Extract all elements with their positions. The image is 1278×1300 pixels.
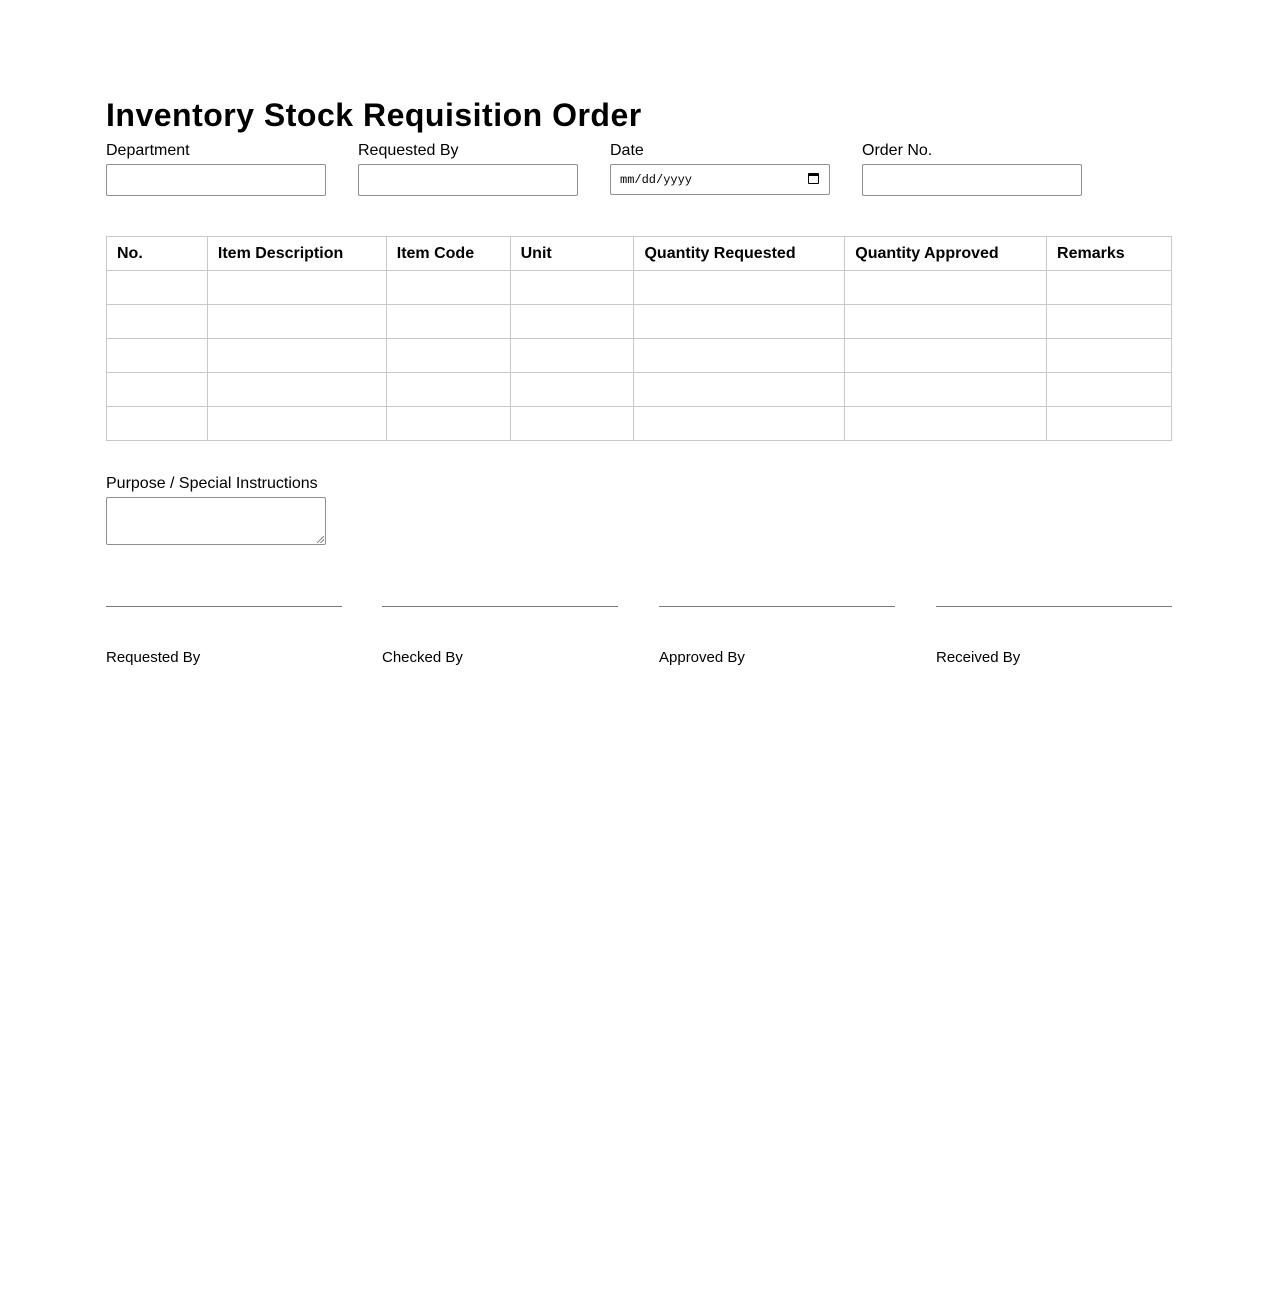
column-header-quantity-requested: Quantity Requested (634, 237, 845, 271)
requested-by-label: Requested By (358, 142, 459, 159)
column-header-item-description: Item Description (207, 237, 386, 271)
table-header-row (107, 237, 1172, 271)
table-cell[interactable] (207, 305, 386, 339)
column-header-item-code: Item Code (386, 237, 510, 271)
table-cell[interactable] (634, 271, 845, 305)
table-cell[interactable] (207, 373, 386, 407)
column-header-quantity-approved: Quantity Approved (845, 237, 1047, 271)
items-table (106, 236, 1172, 441)
column-header-remarks: Remarks (1047, 237, 1172, 271)
signature-label-requested-by: Requested By (106, 649, 201, 666)
requested-by-input[interactable] (358, 164, 578, 196)
table-cell[interactable] (107, 339, 208, 373)
order-no-input[interactable] (862, 164, 1082, 196)
table-cell[interactable] (634, 373, 845, 407)
table-cell[interactable] (845, 271, 1047, 305)
table-row (107, 305, 1172, 339)
table-cell[interactable] (510, 373, 634, 407)
table-cell[interactable] (1047, 407, 1172, 441)
table-cell[interactable] (107, 271, 208, 305)
table-cell[interactable] (510, 305, 634, 339)
table-cell[interactable] (107, 373, 208, 407)
table-cell[interactable] (634, 407, 845, 441)
table-cell[interactable] (386, 305, 510, 339)
table-cell[interactable] (845, 305, 1047, 339)
date-placeholder: mm/dd/yyyy (620, 173, 693, 187)
table-cell[interactable] (510, 339, 634, 373)
table-cell[interactable] (107, 305, 208, 339)
column-header-unit: Unit (510, 237, 634, 271)
signature-label-checked-by: Checked By (382, 649, 463, 666)
table-row (107, 407, 1172, 441)
table-cell[interactable] (845, 407, 1047, 441)
date-input[interactable] (610, 164, 830, 195)
resize-grip-icon[interactable] (317, 536, 324, 543)
purpose-textarea[interactable] (106, 497, 326, 545)
table-cell[interactable] (207, 271, 386, 305)
signature-line-received-by (936, 606, 1172, 607)
table-cell[interactable] (845, 373, 1047, 407)
purpose-label: Purpose / Special Instructions (106, 475, 318, 492)
order-no-label: Order No. (862, 142, 933, 159)
table-row (107, 271, 1172, 305)
signature-label-approved-by: Approved By (659, 649, 745, 666)
table-cell[interactable] (510, 271, 634, 305)
table-cell[interactable] (1047, 305, 1172, 339)
signature-label-received-by: Received By (936, 649, 1021, 666)
table-cell[interactable] (510, 407, 634, 441)
department-label: Department (106, 142, 190, 159)
table-cell[interactable] (386, 339, 510, 373)
table-cell[interactable] (1047, 271, 1172, 305)
table-cell[interactable] (386, 407, 510, 441)
signature-line-checked-by (382, 606, 618, 607)
date-label: Date (610, 142, 644, 159)
table-row (107, 373, 1172, 407)
table-cell[interactable] (207, 339, 386, 373)
department-input[interactable] (106, 164, 326, 196)
table-cell[interactable] (386, 271, 510, 305)
signature-line-approved-by (659, 606, 895, 607)
table-cell[interactable] (1047, 339, 1172, 373)
signature-line-requested-by (106, 606, 342, 607)
table-cell[interactable] (207, 407, 386, 441)
table-cell[interactable] (634, 305, 845, 339)
calendar-icon[interactable] (808, 173, 819, 184)
table-cell[interactable] (1047, 373, 1172, 407)
column-header-no: No. (107, 237, 208, 271)
table-cell[interactable] (634, 339, 845, 373)
table-cell[interactable] (845, 339, 1047, 373)
form-title: Inventory Stock Requisition Order (106, 97, 642, 133)
table-row (107, 339, 1172, 373)
table-cell[interactable] (386, 373, 510, 407)
table-cell[interactable] (107, 407, 208, 441)
